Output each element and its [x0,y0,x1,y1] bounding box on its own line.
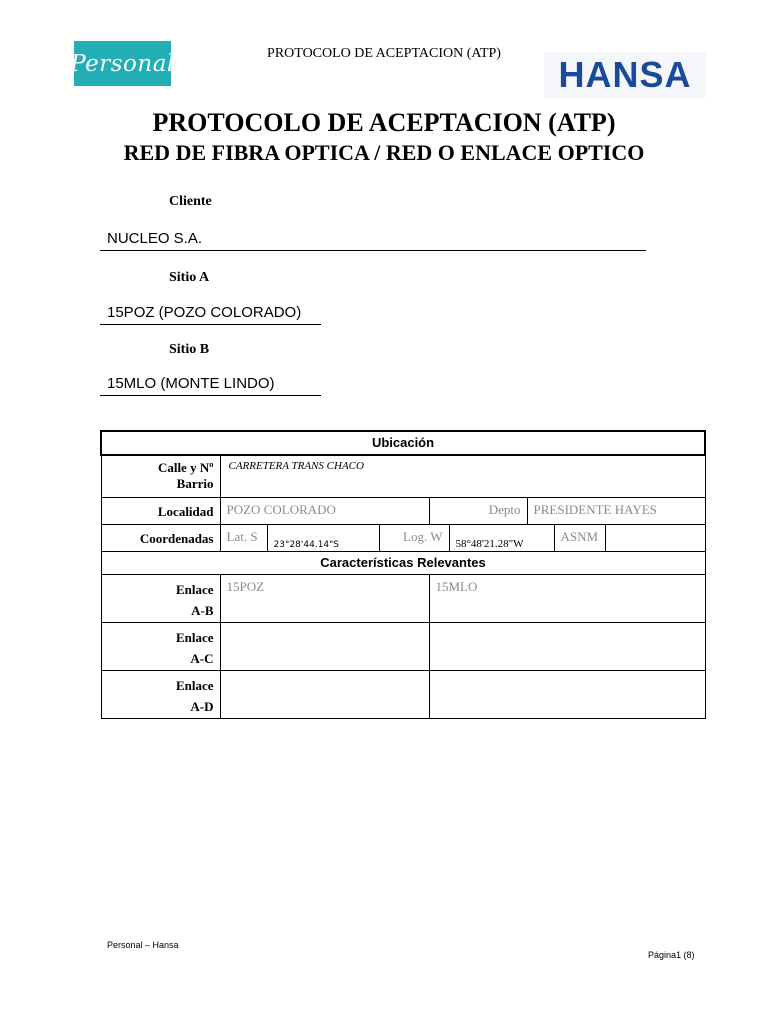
header-title: PROTOCOLO DE ACEPTACION (ATP) [267,46,501,61]
enlace-ac-label [101,622,220,670]
enlace-ab-label-line2: A-B [191,602,214,618]
calle-label-line1: Calle y Nº [157,460,214,475]
enlace-row [101,574,705,622]
enlace-ac-site-a [220,622,429,670]
localidad-value: POZO COLORADO [220,497,429,524]
sitio-a-value: 15POZ (POZO COLORADO) [100,303,321,325]
enlace-ac-site-b [429,622,705,670]
enlace-row [101,670,705,718]
enlace-ab-label [101,574,220,622]
calle-value: CARRETERA TRANS CHACO [220,455,705,497]
calle-label [101,455,220,497]
document-subtitle: RED DE FIBRA OPTICA / RED O ENLACE OPTICO [123,140,645,165]
personal-logo-text: Personal [70,50,175,77]
page-number: Página1 (8) [648,950,695,960]
enlace-ad-site-b [429,670,705,718]
lat-value-cell [267,524,379,551]
cliente-label: Cliente [169,194,212,209]
coordenadas-label: Coordenadas [101,524,220,551]
depto-value: PRESIDENTE HAYES [527,497,705,524]
sitio-b-label: Sitio B [169,342,210,357]
depto-label: Depto [429,497,527,524]
document-title: PROTOCOLO DE ACEPTACION (ATP) [152,108,616,137]
log-label: Log. W [379,524,449,551]
ubicacion-table [100,430,706,719]
asnm-value [605,524,705,551]
enlace-ab-site-b: 15MLO [429,574,705,622]
enlace-ad-label-line2: A-D [190,698,214,714]
caracteristicas-heading: Características Relevantes [101,551,705,574]
hansa-logo-text: HANSA [558,54,692,95]
log-value-cell [449,524,554,551]
calle-label-line2: Barrio [176,476,214,491]
asnm-label: ASNM [554,524,605,551]
hansa-logo [544,52,706,98]
lat-label: Lat. S [220,524,267,551]
enlace-ad-label [101,670,220,718]
ubicacion-heading: Ubicación [101,431,705,455]
sitio-a-label: Sitio A [169,270,210,285]
footer-left: Personal – Hansa [107,940,179,950]
enlace-ab-label-line1: Enlace [175,581,214,597]
localidad-label: Localidad [101,497,220,524]
enlace-ac-label-line1: Enlace [175,629,214,645]
log-value: 58°48'21.28"W [455,537,524,550]
enlace-row [101,622,705,670]
cliente-value: NUCLEO S.A. [100,229,646,251]
enlace-ad-site-a [220,670,429,718]
sitio-b-value: 15MLO (MONTE LINDO) [100,374,321,396]
enlace-ac-label-line2: A-C [190,650,214,666]
enlace-ad-label-line1: Enlace [175,677,214,693]
lat-value: 23°28'44.14"S [273,539,339,550]
enlace-ab-site-a: 15POZ [220,574,429,622]
